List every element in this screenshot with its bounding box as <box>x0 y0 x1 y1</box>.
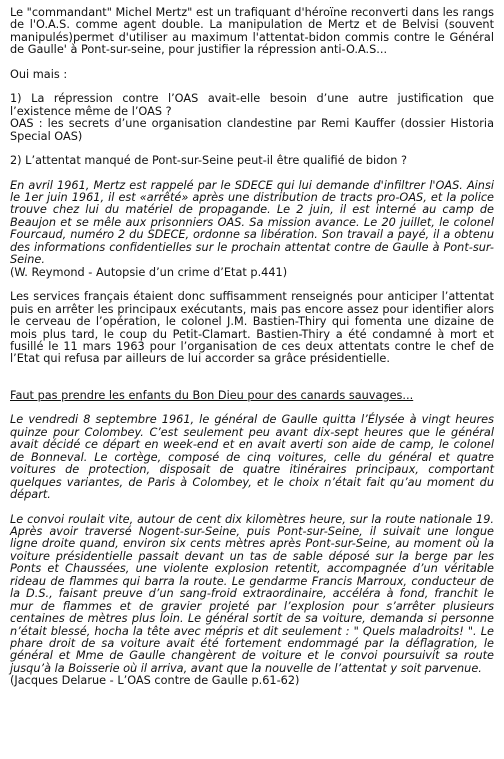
section-heading: Faut pas prendre les enfants du Bon Dieu pour des canards sauvages... <box>10 388 414 402</box>
quote-delarue-reference: (Jacques Delarue - L’OAS contre de Gaulle p.61-62) <box>10 674 300 688</box>
intro-paragraph: Le "commandant" Michel Mertz" est un trafiquant d'héroïne reconverti dans les rangs de l'O.A.S. comme agent double. La manipulation de Mertz et de Belvisi (souvent manipulés)permet d'utiliser au maximum l'attentat-bidon commis contre le Général de Gaulle' à Pont-sur-seine, pour justifier la répression anti-O.A.S... <box>10 6 494 57</box>
quote-reymond: En avril 1961, Mertz est rappelé par le SDECE qui lui demande d'infiltrer l'OAS. Ainsi le 1er juin 1961, il est «arrêté» après une distribution de tracts pro-OAS, et la police trouve chez lui du matériel de propagande. Le 2 juin, il est interné au camp de Beaujon et se mêle aux prisonniers OAS. Sa mission avance. Le 20 juillet, le colonel Fourcaud, numéro 2 du SDECE, ordonne sa libération. Son travail a payé, il a obtenu des informations confidentielles sur le prochain attentat contre de Gaulle à Pont-sur-Seine. <box>10 178 494 267</box>
services-paragraph: Les services français étaient donc suffisamment renseignés pour anticiper l’attentat puis en arrêter les principaux exécutants, mais pas encore assez pour identifier alors le cerveau de l’opération, le colonel J.M. Bastien-Thiry qui fomenta une dizaine de mois plus tard, le coup du Petit-Clamart. Bastien-Thiry a été condamné à mort et fusillé le 11 mars 1963 pour l’organisation de ces deux attentats contre le chef de l’Etat qui refusa par ailleurs de lui accorder sa grâce présidentielle. <box>10 290 494 366</box>
question-1-reference: OAS : les secrets d’une organisation clandestine par Remi Kauffer (dossier Historia Special OAS) <box>10 117 494 143</box>
quote-delarue-part2: Le convoi roulait vite, autour de cent dix kilomètres heure, sur la route nationale 19. Après avoir traversé Nogent-sur-Seine, puis Pont-sur-Seine, il suivait une longue ligne droite quand, environ six cents mètres après Pont-sur-Seine, au moment où la voiture présidentielle passait devant un tas de sable déposé sur la berge par les Ponts et Chaussées, une violente explosion retentit, accompagnée d’un véritable rideau de flammes qui barra la route. Le gendarme Francis Marroux, conducteur de la D.S., faisant preuve d’un sang-froid extraordinaire, accéléra à fond, franchit le mur de flammes et de gravier projeté par l’explosion pour s’arrêter plusieurs centaines de mètres plus loin. Le général sortit de sa voiture, demanda si personne n’était blessé, hocha la tête avec mépris et dit seulement : " Quels maladroits! ". Le phare droit de sa voiture avait été fortement endommagé par la déflagration, le général et Mme de Gaulle changèrent de voiture et le convoi poursuivit sa route jusqu’à la Boisserie où il arriva, avant que la nouvelle de l’attentat y soit parvenue. <box>10 512 494 675</box>
question-2: 2) L’attentat manqué de Pont-sur-Seine peut-il être qualifié de bidon ? <box>10 154 408 168</box>
oui-mais-line: Oui mais : <box>10 67 68 81</box>
quote-delarue-part1: Le vendredi 8 septembre 1961, le général de Gaulle quitta l’Élysée à vingt heures quinze pour Colombey. C’est seulement peu avant dix-sept heures que le général avait décidé ce départ en week-end et en avait averti son aide de camp, le colonel de Bonneval. Le cortège, composé de cinq voitures, celle du général et quatre voitures de protection, disposait de quatre itinéraires principaux, comportant quelques variantes, de Paris à Colombey, et le choix n’était fait qu’au moment du départ. <box>10 413 494 502</box>
quote-reymond-reference: (W. Reymond - Autopsie d’un crime d’Etat p.441) <box>10 265 288 279</box>
question-1: 1) La répression contre l’OAS avait-elle besoin d’une autre justification que l’existence même de l’OAS ? <box>10 92 494 118</box>
